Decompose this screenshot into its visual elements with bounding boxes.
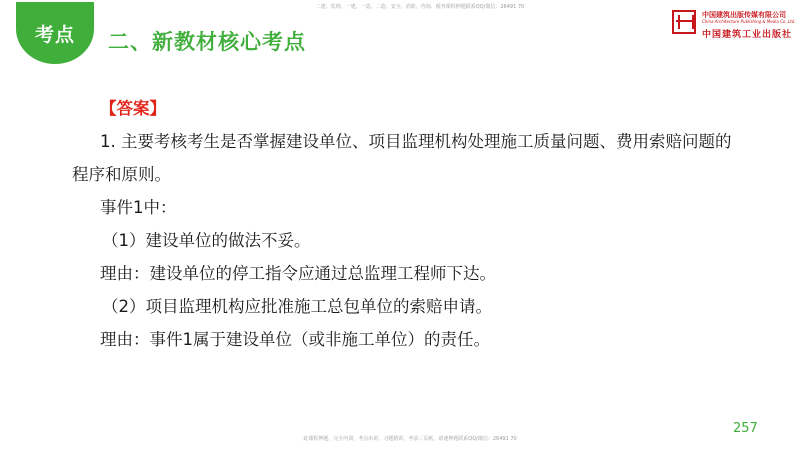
answer-item-1: （1）建设单位的做法不妥。 xyxy=(102,231,311,250)
publisher-emblem-icon xyxy=(672,10,696,34)
answer-reason-1: 理由：建设单位的停工指令应通过总监理工程师下达。 xyxy=(100,264,496,283)
event-1-label: 事件1中： xyxy=(100,198,177,217)
publisher-name-en: China Architecture Publishing & Media Co.,Ltd. xyxy=(702,19,796,24)
page-number: 257 xyxy=(733,421,758,436)
badge-label: 考点 xyxy=(34,23,75,46)
answer-item-2: （2）项目监理机构应批准施工总包单位的索赔申请。 xyxy=(102,297,492,316)
top-watermark-notice: 二建、监理、一建、一造、二造、安全、消防、咨询、税务课程押题联系QQ/微信：26491 70 xyxy=(315,4,525,10)
answer-heading: 【答案】 xyxy=(100,99,166,118)
bottom-watermark-notice: 此课程押题，完全内训，考点串讲，习题精讲，考前三页纸，请速押题联系QQ/微信：26491 70 xyxy=(303,436,517,442)
kaodian-badge xyxy=(16,2,94,64)
publisher-logo xyxy=(672,10,798,40)
publisher-calligraphy-name: 中国建筑工业出版社 xyxy=(702,30,793,40)
answer-point-1: 1. 主要考核考生是否掌握建设单位、项目监理机构处理施工质量问题、费用索赔问题的程序和原则。 xyxy=(72,132,732,184)
section-title: 二、新教材核心考点 xyxy=(108,30,306,54)
answer-content xyxy=(72,92,732,356)
publisher-name-cn: 中国建筑出版传媒有限公司 xyxy=(702,11,786,19)
answer-reason-2: 理由：事件1属于建设单位（或非施工单位）的责任。 xyxy=(100,330,490,349)
